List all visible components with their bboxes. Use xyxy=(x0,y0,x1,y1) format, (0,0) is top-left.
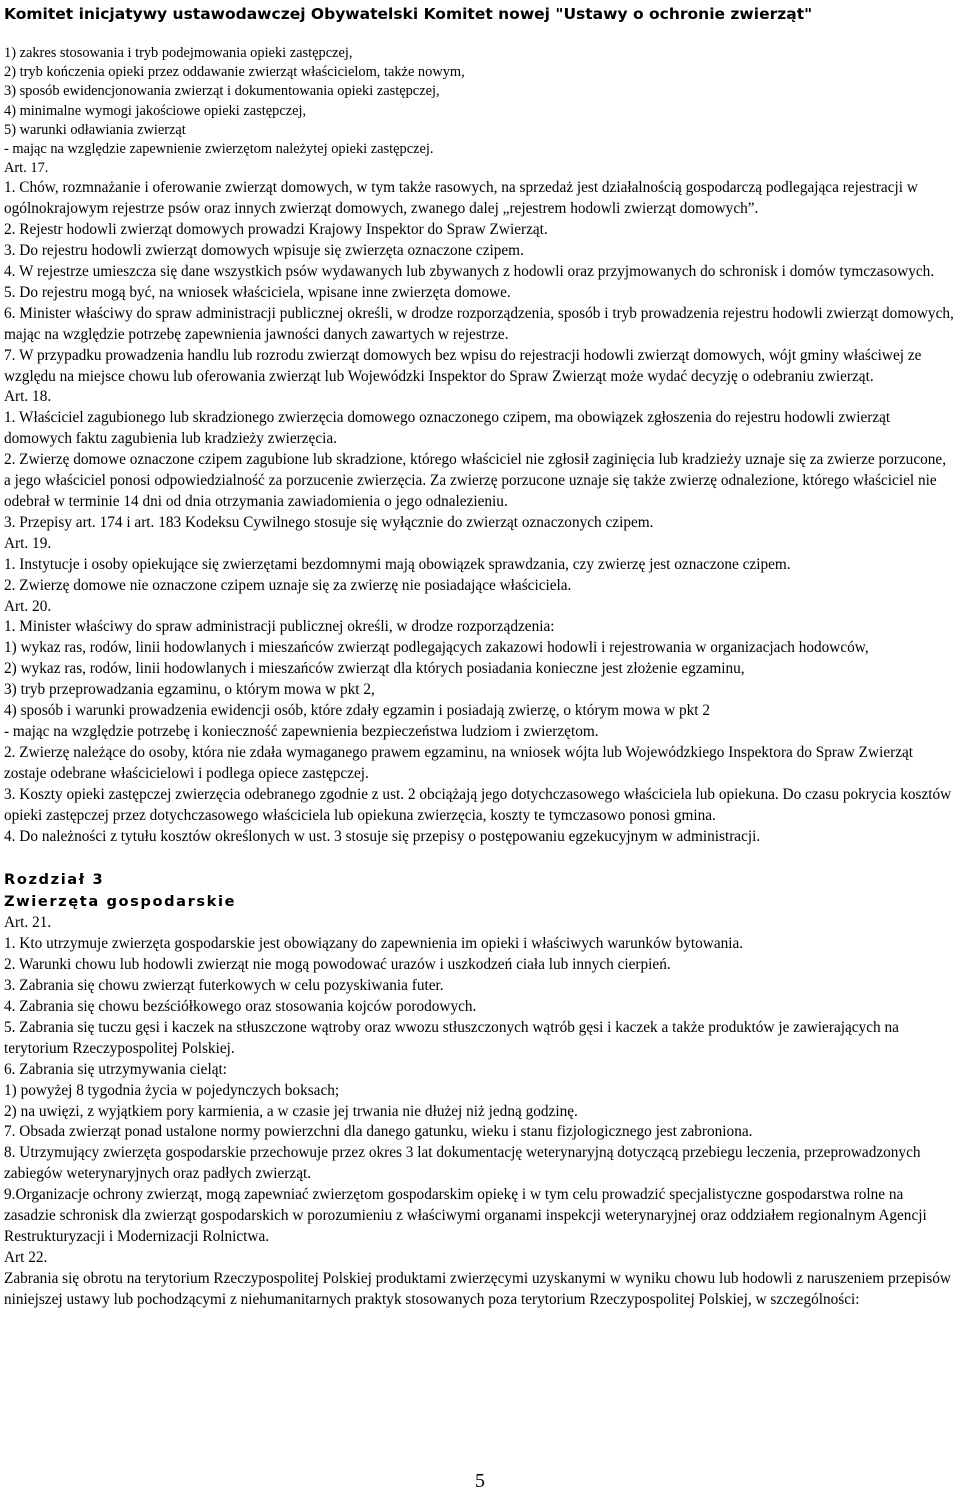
paragraph: 1. Instytucje i osoby opiekujące się zwierzętami bezdomnymi mają obowiązek sprawdzania, czy zwierzę jest oznaczone czipem. xyxy=(4,555,791,573)
article-heading: Art. 18. xyxy=(4,388,52,406)
paragraph: 3) sposób ewidencjonowania zwierząt i dokumentowania opieki zastępczej, xyxy=(4,83,440,100)
article-heading: Art. 21. xyxy=(4,914,52,932)
paragraph: 1) wykaz ras, rodów, linii hodowlanych i mieszańców zwierząt podlegających zakazowi hodowli i rejestrowania w organizacjach hodowców, xyxy=(4,639,869,657)
paragraph: Zabrania się obrotu na terytorium Rzeczypospolitej Polskiej produktami zwierzęcymi uzyskanymi w wyniku chowu lub hodowli z naruszeniem przepisów niniejszej ustawy lub pochodzącymi z niehumanitarnych praktyk stosowanych poza terytorium Rzeczypospolitej Polskiej, w szczególności: xyxy=(4,1269,951,1308)
paragraph: 3. Przepisy art. 174 i art. 183 Kodeksu Cywilnego stosuje się wyłącznie do zwierząt oznaczonych czipem. xyxy=(4,513,654,531)
article-heading: Art. 20. xyxy=(4,597,52,615)
chapter-number: Rozdział 3 xyxy=(4,871,105,889)
chapter-title: Zwierzęta gospodarskie xyxy=(4,893,237,911)
opieka-zastepcza-list xyxy=(4,44,956,159)
paragraph: 5. Zabrania się tuczu gęsi i kaczek na stłuszczone wątroby oraz wwozu stłuszczonych wątrób gęsi i kaczek a także produktów je zawierających na terytorium Rzeczypospolitej Polskiej. xyxy=(4,1018,899,1057)
paragraph: - mając na względzie zapewnienie zwierzętom należytej opieki zastępczej. xyxy=(4,141,434,158)
document-body xyxy=(4,44,956,1311)
paragraph: 9.Organizacje ochrony zwierząt, mogą zapewniać zwierzętom gospodarskim opiekę i w tym celu prowadzić specjalistyczne gospodarstwa rolne na zasadzie schronisk dla zwierząt gospodarskich w porozumieniu z właściwymi organami inspekcji weterynaryjnej oraz oddziałem regionalnym Agencji Restrukturyzacji i Modernizacji Rolnictwa. xyxy=(4,1186,927,1246)
paragraph: 2. Rejestr hodowli zwierząt domowych prowadzi Krajowy Inspektor do Spraw Zwierząt. xyxy=(4,221,548,239)
paragraph: 2. Zwierzę domowe oznaczone czipem zagubione lub skradzione, którego właściciel nie zgłosił zaginięcia lub kradzieży uznaje się za zwierze porzucone, a jego właściciel ponosi odpowiedzialność za porzucenie zwierzęcia. Za zwierzę porzucone uznaje się także zwierzę odnalezione, którego właściciel nie odebrał w terminie 14 dni od dnia otrzymania zawiadomienia o jego odnalezieniu. xyxy=(4,451,947,511)
paragraph: 2. Zwierzę należące do osoby, która nie zdała wymaganego prawem egzaminu, na wniosek wójta lub Wojewódzkiego Inspektora do Spraw Zwierząt zostaje odebrane właścicielowi i podlega opiece zastępczej. xyxy=(4,743,914,782)
paragraph: 1. Właściciel zagubionego lub skradzionego zwierzęcia domowego oznaczonego czipem, ma obowiązek zgłoszenia do rejestru hodowli zwierząt domowych faktu zagubienia lub kradzieży zwierzęcia. xyxy=(4,409,891,448)
paragraph: 7. Obsada zwierząt ponad ustalone normy powierzchni dla danego gatunku, wieku i stanu fizjologicznego jest zabroniona. xyxy=(4,1123,753,1141)
paragraph: 2) na uwięzi, z wyjątkiem pory karmienia, a w czasie jej trwania nie dłużej niż jedną godzinę. xyxy=(4,1102,578,1120)
paragraph: 4) minimalne wymogi jakościowe opieki zastępczej, xyxy=(4,102,307,119)
paragraph: 1. Chów, rozmnażanie i oferowanie zwierząt domowych, w tym także rasowych, na sprzedaż jest działalnością gospodarczą podlegająca rejestracji w ogólnokrajowym rejestrze psów oraz innych zwierząt domowych, zwanego dalej „rejestrem hodowli zwierząt domowych”. xyxy=(4,179,918,218)
paragraph: 8. Utrzymujący zwierzęta gospodarskie przechowuje przez okres 3 lat dokumentację weterynaryjną dotyczącą przebiegu leczenia, przeprowadzonych zabiegów weterynaryjnych oraz padłych zwierząt. xyxy=(4,1144,921,1183)
paragraph: 4. Zabrania się chowu bezściółkowego oraz stosowania kojców porodowych. xyxy=(4,998,477,1016)
article-heading: Art 22. xyxy=(4,1248,48,1266)
article-heading: Art. 17. xyxy=(4,160,49,177)
paragraph: 3. Koszty opieki zastępczej zwierzęcia odebranego zgodnie z ust. 2 obciążają jego dotychczasowego właściciela lub opiekuna. Do czasu pokrycia kosztów opieki zastępczej przez dotychczasowego właściciela lub opiekuna zwierzęcia, koszty te tymczasowo ponosi gmina. xyxy=(4,785,952,824)
paragraph: 4. Do należności z tytułu kosztów określonych w ust. 3 stosuje się przepisy o postępowaniu egzekucyjnym w administracji. xyxy=(4,827,761,845)
paragraph: 6. Minister właściwy do spraw administracji publicznej określi, w drodze rozporządzenia, sposób i tryb prowadzenia rejestru hodowli zwierząt domowych, mając na względzie potrzebę zapewnienia jawności danych zawartych w rejestrze. xyxy=(4,304,954,343)
paragraph: - mając na względzie potrzebę i konieczność zapewnienia bezpieczeństwa ludziom i zwierzętom. xyxy=(4,722,599,740)
paragraph: 1) zakres stosowania i tryb podejmowania opieki zastępczej, xyxy=(4,45,353,61)
article-heading: Art. 19. xyxy=(4,534,52,552)
paragraph: 6. Zabrania się utrzymywania cieląt: xyxy=(4,1060,227,1078)
paragraph: 1) powyżej 8 tygodnia życia w pojedynczych boksach; xyxy=(4,1081,340,1099)
page-number: 5 xyxy=(475,1470,485,1492)
paragraph: 3. Zabrania się chowu zwierząt futerkowych w celu pozyskiwania futer. xyxy=(4,977,444,995)
paragraph: 3. Do rejestru hodowli zwierząt domowych wpisuje się zwierzęta oznaczone czipem. xyxy=(4,242,524,260)
paragraph: 2. Zwierzę domowe nie oznaczone czipem uznaje się za zwierzę nie posiadające właściciela. xyxy=(4,576,572,594)
paragraph: 1. Minister właściwy do spraw administracji publicznej określi, w drodze rozporządzenia: xyxy=(4,618,555,636)
paragraph: 2) wykaz ras, rodów, linii hodowlanych i mieszańców zwierząt dla których posiadania konieczne jest złożenie egzaminu, xyxy=(4,660,745,678)
paragraph: 4) sposób i warunki prowadzenia ewidencji osób, które zdały egzamin i posiadają zwierzę, o którym mowa w pkt 2 xyxy=(4,702,711,720)
paragraph: 4. W rejestrze umieszcza się dane wszystkich psów wydawanych lub zbywanych z hodowli oraz przyjmowanych do schronisk i domów tymczasowych. xyxy=(4,263,935,281)
articles-21-22 xyxy=(4,913,956,1310)
paragraph: 2) tryb kończenia opieki przez oddawanie zwierząt właścicielom, także nowym, xyxy=(4,64,465,81)
paragraph: 1. Kto utrzymuje zwierzęta gospodarskie jest obowiązany do zapewnienia im opieki i właściwych warunków bytowania. xyxy=(4,935,744,953)
paragraph: 7. W przypadku prowadzenia handlu lub rozrodu zwierząt domowych bez wpisu do rejestracji hodowli zwierząt domowych, wójt gminy właściwej ze względu na miejsce chowu lub oferowania zwierząt lub Wojewódzki Inspektor do Spraw Zwierząt może wydać decyzję o odebraniu zwierząt. xyxy=(4,346,922,385)
paragraph: 5) warunki odławiania zwierząt xyxy=(4,121,186,138)
articles-17-20 xyxy=(4,159,956,847)
paragraph: 3) tryb przeprowadzania egzaminu, o którym mowa w pkt 2, xyxy=(4,681,375,699)
paragraph: 5. Do rejestru mogą być, na wniosek właściciela, wpisane inne zwierzęta domowe. xyxy=(4,283,511,301)
paragraph: 2. Warunki chowu lub hodowli zwierząt nie mogą powodować urazów i uszkodzeń ciała lub innych cierpień. xyxy=(4,956,671,974)
document-header-title: Komitet inicjatywy ustawodawczej Obywatelski Komitet nowej "Ustawy o ochronie zwierząt" xyxy=(4,5,813,23)
